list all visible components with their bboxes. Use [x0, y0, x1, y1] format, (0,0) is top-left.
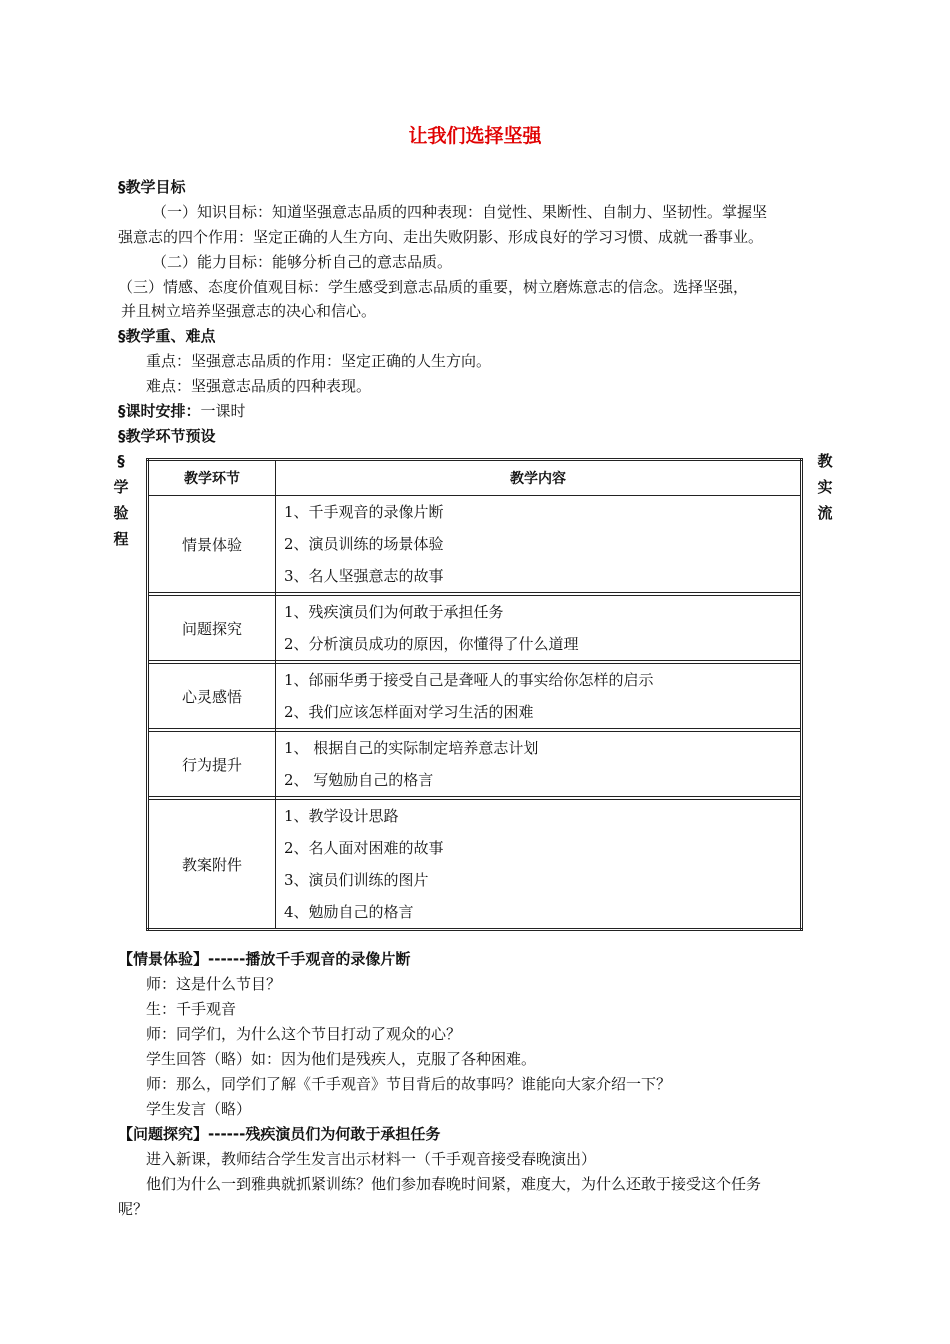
knowledge-goal-line2: 强意志的四个作用：坚定正确的人生方向、走出失败阴影、形成良好的学习习惯、成就一番事业。: [118, 228, 764, 246]
column-header-content: 教学内容: [276, 460, 802, 496]
scene-heading: 【情景体验】------播放千手观音的录像片断: [118, 950, 411, 968]
page-title: 让我们选择坚强: [408, 125, 542, 147]
keypoints-heading: §教学重、难点: [118, 327, 216, 345]
content-cell: [276, 732, 802, 797]
inquiry-line: 他们为什么一到雅典就抓紧训练？他们参加春晚时间紧，难度大，为什么还敢于接受这个任务: [146, 1175, 762, 1193]
content-item: 3、演员们训练的图片: [284, 871, 429, 889]
left-label-char: §: [117, 452, 125, 470]
inquiry-heading: 【问题探究】------残疾演员们为何敢于承担任务: [118, 1125, 441, 1143]
knowledge-goal-line1: （一）知识目标：知道坚强意志品质的四种表现：自觉性、果断性、自制力、坚韧性。掌握坚: [152, 203, 768, 221]
stage-cell: 心灵感悟: [148, 664, 276, 729]
content-item: 2、 写勉励自己的格言: [284, 771, 434, 789]
content-cell: [276, 596, 802, 661]
left-label-char: 验: [113, 504, 129, 522]
content-item: 4、勉励自己的格言: [284, 903, 414, 921]
inquiry-line: 进入新课，教师结合学生发言出示材料一（千手观音接受春晚演出）: [146, 1150, 597, 1168]
schedule-heading: §课时安排：: [118, 402, 201, 420]
content-item: 2、名人面对困难的故事: [284, 839, 444, 857]
table-row: [148, 496, 802, 593]
right-label-char: 流: [817, 504, 833, 522]
table-row: [148, 596, 802, 661]
schedule-line: [118, 401, 246, 421]
content-item: 2、演员训练的场景体验: [284, 535, 444, 553]
table-row: [148, 732, 802, 797]
content-item: 1、残疾演员们为何敢于承担任务: [284, 603, 504, 621]
column-header-stage: 教学环节: [148, 460, 276, 496]
key-point: 重点：坚强意志品质的作用：坚定正确的人生方向。: [146, 352, 492, 370]
dialogue-line: 师：那么，同学们了解《千手观音》节目背后的故事吗？谁能向大家介绍一下？: [146, 1075, 672, 1093]
dialogue-line: 师：这是什么节目？: [146, 975, 282, 993]
emotion-goal-line1: （三）情感、态度价值观目标：学生感受到意志品质的重要，树立磨炼意志的信念。选择坚强，: [118, 278, 749, 296]
objectives-heading: §教学目标: [118, 178, 186, 196]
schedule-value: 一课时: [200, 402, 246, 420]
table-row: [148, 664, 802, 729]
dialogue-line: 师：同学们，为什么这个节目打动了观众的心？: [146, 1025, 462, 1043]
stage-cell: 教案附件: [148, 800, 276, 930]
ability-goal: （二）能力目标：能够分析自己的意志品质。: [152, 253, 453, 271]
table-row: [148, 800, 802, 930]
content-cell: [276, 800, 802, 930]
stage-cell: 问题探究: [148, 596, 276, 661]
content-item: 1、邰丽华勇于接受自己是聋哑人的事实给你怎样的启示: [284, 671, 654, 689]
dialogue-line: 学生发言（略）: [146, 1100, 252, 1118]
dialogue-line: 学生回答（略）如：因为他们是残疾人，克服了各种困难。: [146, 1050, 537, 1068]
content-cell: [276, 664, 802, 729]
content-item: 3、名人坚强意志的故事: [284, 567, 444, 585]
process-right-label: [815, 448, 835, 526]
process-left-label: [111, 448, 131, 552]
left-label-char: 学: [113, 478, 129, 496]
content-cell: [276, 496, 802, 593]
content-item: 1、教学设计思路: [284, 807, 399, 825]
inquiry-line: 呢？: [118, 1200, 149, 1218]
content-item: 1、 根据自己的实际制定培养意志计划: [284, 739, 539, 757]
content-item: 2、我们应该怎样面对学习生活的困难: [284, 703, 534, 721]
difficult-point: 难点：坚强意志品质的四种表现。: [146, 377, 372, 395]
content-item: 1、千手观音的录像片断: [284, 503, 444, 521]
dialogue-line: 生：千手观音: [146, 1000, 237, 1018]
left-label-char: 程: [113, 530, 129, 548]
right-label-char: 教: [817, 452, 833, 470]
stage-cell: 行为提升: [148, 732, 276, 797]
teaching-process-table: [146, 458, 803, 931]
emotion-goal-line2: 并且树立培养坚强意志的决心和信心。: [121, 302, 377, 320]
preset-heading: §教学环节预设: [118, 427, 216, 445]
stage-cell: 情景体验: [148, 496, 276, 593]
content-item: 2、分析演员成功的原因，你懂得了什么道理: [284, 635, 579, 653]
right-label-char: 实: [817, 478, 833, 496]
table-header-row: [148, 460, 802, 496]
